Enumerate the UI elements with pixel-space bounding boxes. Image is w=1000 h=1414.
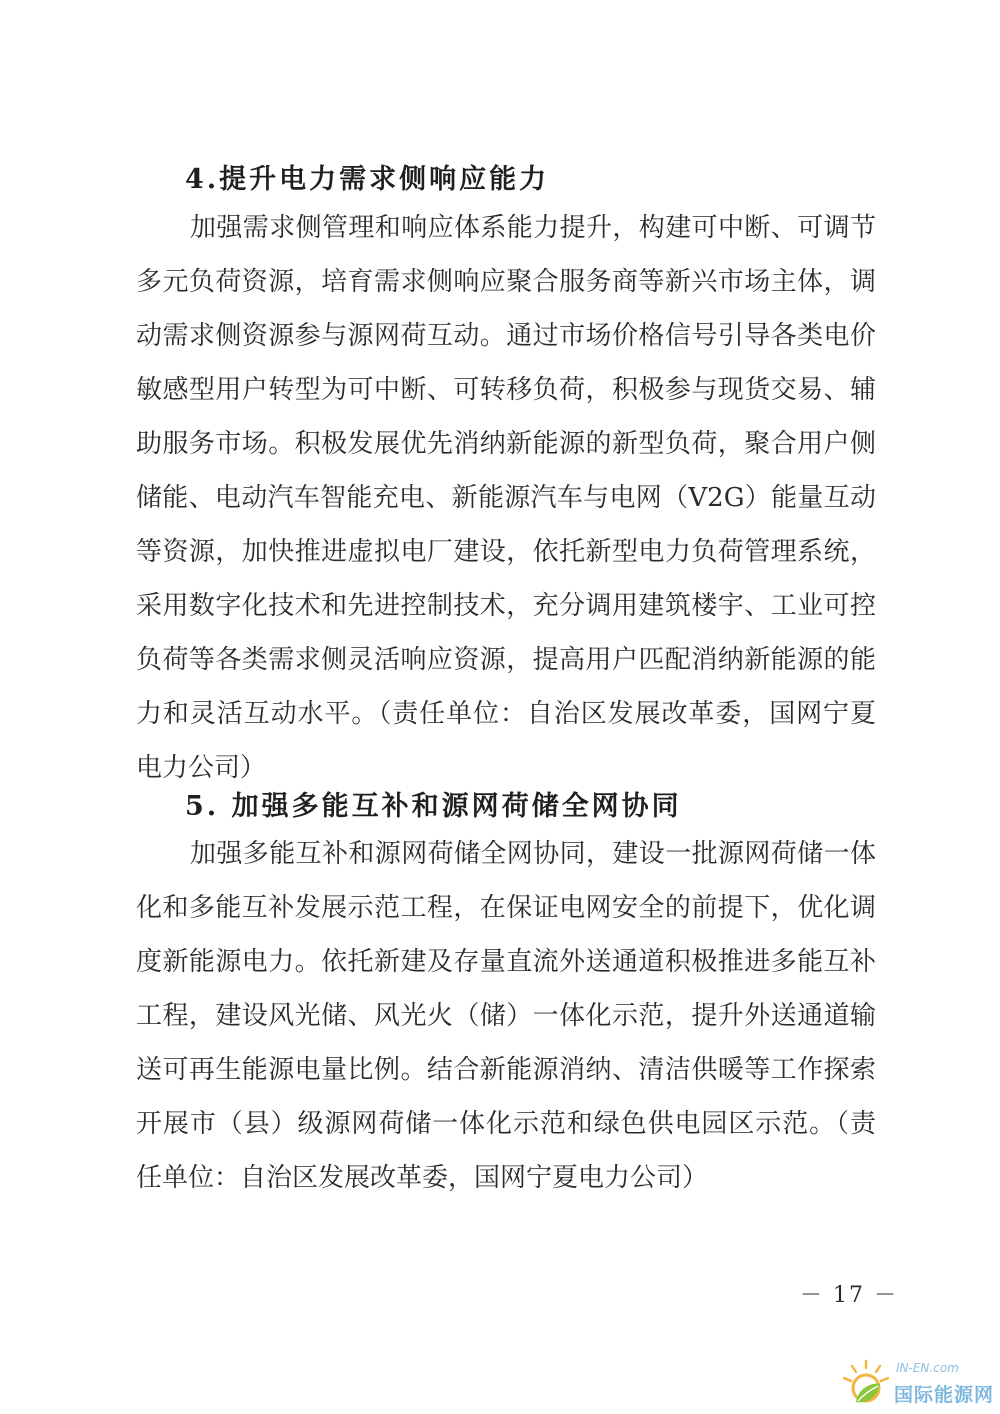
paragraph-line: 动需求侧资源参与源网荷互动。通过市场价格信号引导各类电价 [136, 321, 876, 351]
section-heading-4: 4.提升电力需求侧响应能力 [185, 164, 550, 195]
paragraph-line: 化和多能互补发展示范工程，在保证电网安全的前提下，优化调 [136, 893, 876, 923]
paragraph-line: 采用数字化技术和先进控制技术，充分调用建筑楼宇、工业可控 [136, 591, 876, 621]
paragraph-line: 度新能源电力。依托新建及存量直流外送通道积极推进多能互补 [136, 947, 876, 977]
sun-leaf-logo-icon [838, 1358, 896, 1410]
page-number: － 17 － [800, 1283, 898, 1308]
paragraph-line: 储能、电动汽车智能充电、新能源汽车与电网（V2G）能量互动 [136, 483, 876, 513]
paragraph-line: 开展市（县）级源网荷储一体化示范和绿色供电园区示范。（责 [136, 1109, 876, 1139]
section-5-paragraph [136, 827, 876, 1205]
paragraph-line: 工程，建设风光储、风光火（储）一体化示范，提升外送通道输 [136, 1001, 876, 1031]
section-heading-5: 5. 加强多能互补和源网荷储全网协同 [185, 791, 682, 822]
paragraph-line: 等资源，加快推进虚拟电厂建设，依托新型电力负荷管理系统， [136, 537, 876, 567]
watermark-subtext: IN-EN.com [896, 1361, 959, 1375]
paragraph-line: 任单位：自治区发展改革委，国网宁夏电力公司） [136, 1163, 709, 1193]
paragraph-line: 送可再生能源电量比例。结合新能源消纳、清洁供暖等工作探索 [136, 1055, 876, 1085]
paragraph-line: 加强需求侧管理和响应体系能力提升，构建可中断、可调节 [190, 213, 876, 243]
site-watermark [838, 1358, 998, 1410]
watermark-text: 国际能源网 [894, 1384, 995, 1406]
paragraph-line: 多元负荷资源，培育需求侧响应聚合服务商等新兴市场主体，调 [136, 267, 876, 297]
paragraph-line: 电力公司） [136, 753, 267, 783]
section-4-paragraph [136, 201, 876, 795]
paragraph-line: 助服务市场。积极发展优先消纳新能源的新型负荷，聚合用户侧 [136, 429, 876, 459]
paragraph-line: 力和灵活互动水平。（责任单位：自治区发展改革委，国网宁夏 [136, 699, 876, 729]
paragraph-line: 加强多能互补和源网荷储全网协同，建设一批源网荷储一体 [190, 839, 876, 869]
paragraph-line: 敏感型用户转型为可中断、可转移负荷，积极参与现货交易、辅 [136, 375, 876, 405]
paragraph-line: 负荷等各类需求侧灵活响应资源，提高用户匹配消纳新能源的能 [136, 645, 876, 675]
